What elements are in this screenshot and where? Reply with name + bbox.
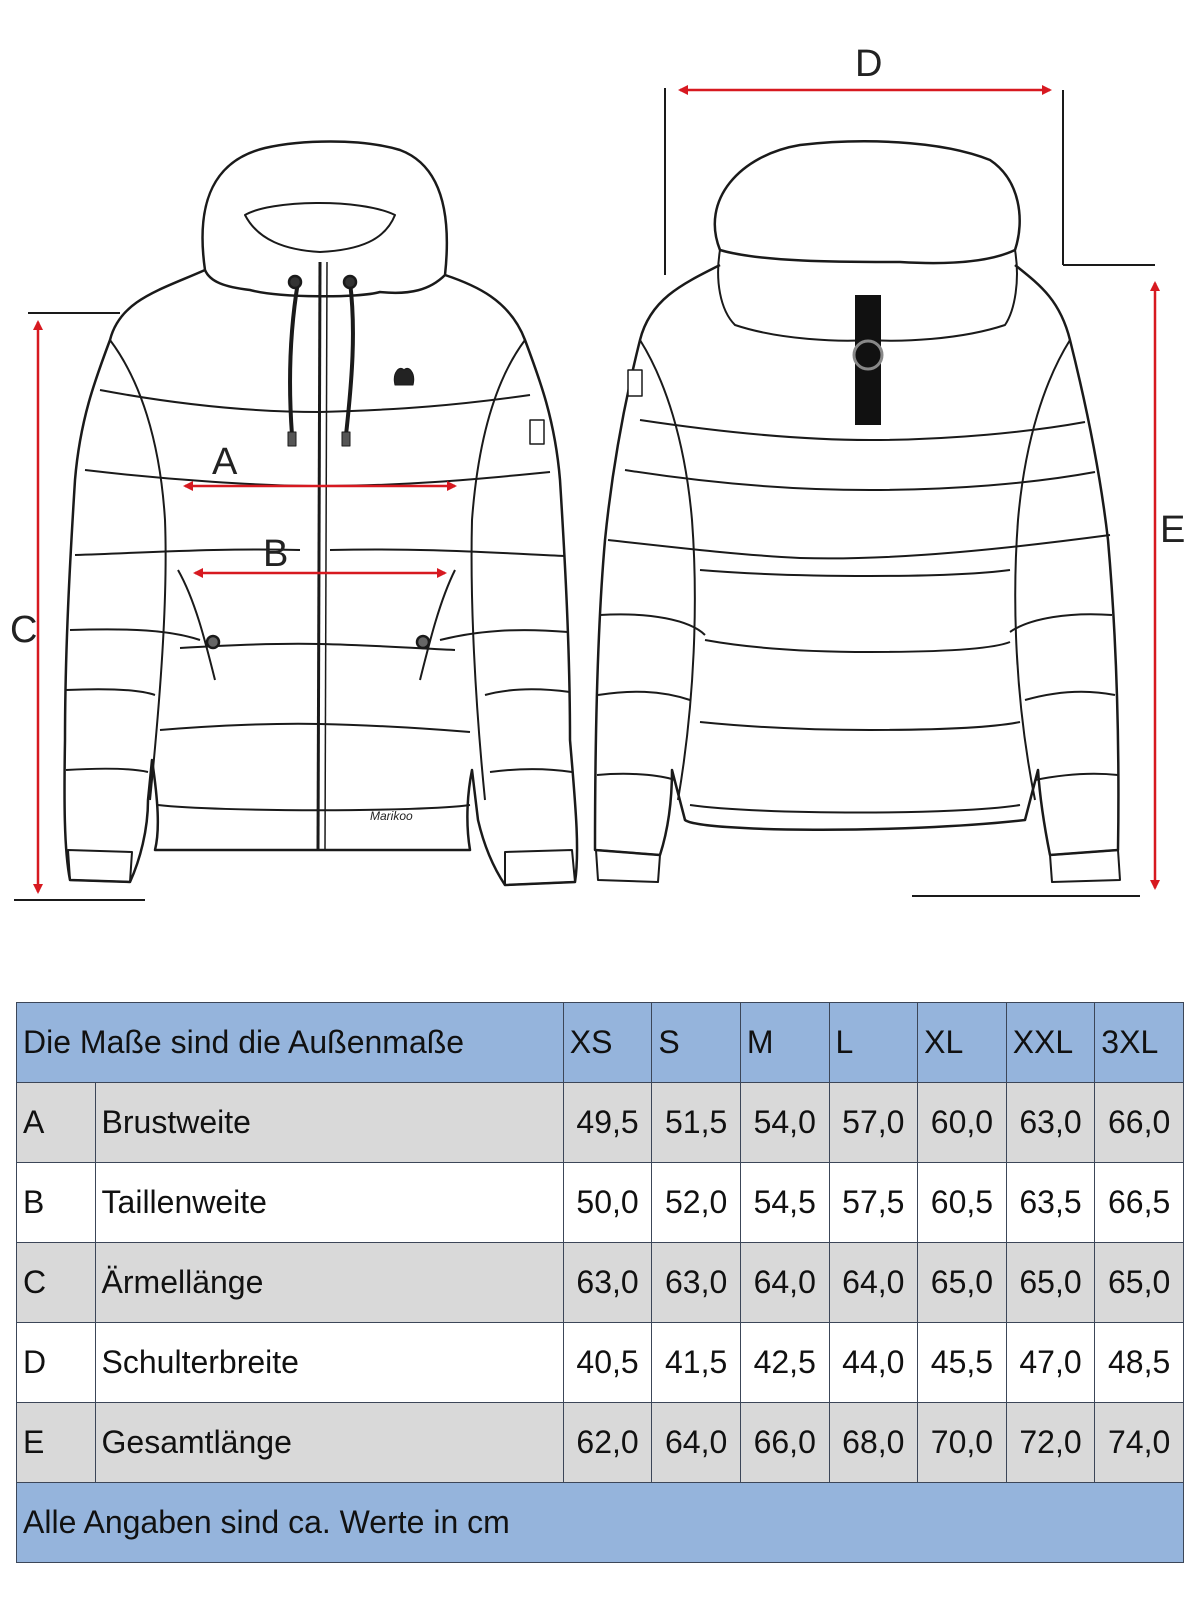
- table-cell: 47,0: [1006, 1323, 1095, 1403]
- table-cell: 42,5: [740, 1323, 829, 1403]
- table-cell: 51,5: [652, 1083, 741, 1163]
- brand-script: Marikoo: [370, 809, 413, 823]
- size-header: L: [829, 1003, 918, 1083]
- table-cell: 63,5: [1006, 1163, 1095, 1243]
- label-a: A: [212, 441, 238, 483]
- table-header-row: [17, 1003, 1184, 1083]
- measurement-labels: [10, 43, 1185, 651]
- label-c: C: [10, 609, 38, 651]
- table-cell: 64,0: [652, 1403, 741, 1483]
- table-cell: 60,5: [918, 1163, 1007, 1243]
- table-cell: 66,5: [1095, 1163, 1184, 1243]
- table-cell: 74,0: [1095, 1403, 1184, 1483]
- size-header: S: [652, 1003, 741, 1083]
- size-header: M: [740, 1003, 829, 1083]
- size-header: XL: [918, 1003, 1007, 1083]
- row-key: C: [17, 1243, 96, 1323]
- row-name: Gesamtlänge: [95, 1403, 563, 1483]
- table-cell: 72,0: [1006, 1403, 1095, 1483]
- table-cell: 54,5: [740, 1163, 829, 1243]
- table-cell: 57,5: [829, 1163, 918, 1243]
- row-key: A: [17, 1083, 96, 1163]
- table-cell: 63,0: [1006, 1083, 1095, 1163]
- table-cell: 64,0: [829, 1243, 918, 1323]
- measurement-lines: [14, 88, 1155, 900]
- row-name: Ärmellänge: [95, 1243, 563, 1323]
- table-cell: 49,5: [563, 1083, 652, 1163]
- table-row: [17, 1083, 1184, 1163]
- table-cell: 68,0: [829, 1403, 918, 1483]
- label-e: E: [1160, 509, 1186, 551]
- table-cell: 44,0: [829, 1323, 918, 1403]
- table-header-title: Die Maße sind die Außenmaße: [17, 1003, 564, 1083]
- size-header: XXL: [1006, 1003, 1095, 1083]
- size-header: XS: [563, 1003, 652, 1083]
- table-cell: 65,0: [1095, 1243, 1184, 1323]
- row-key: B: [17, 1163, 96, 1243]
- table-cell: 63,0: [652, 1243, 741, 1323]
- row-name: Brustweite: [95, 1083, 563, 1163]
- label-b: B: [263, 533, 289, 575]
- table-cell: 54,0: [740, 1083, 829, 1163]
- table-cell: 64,0: [740, 1243, 829, 1323]
- table-cell: 52,0: [652, 1163, 741, 1243]
- row-name: Taillenweite: [95, 1163, 563, 1243]
- table-row: [17, 1323, 1184, 1403]
- table-cell: 45,5: [918, 1323, 1007, 1403]
- table-cell: 66,0: [740, 1403, 829, 1483]
- jacket-front-view: [65, 142, 578, 886]
- label-d: D: [855, 43, 883, 85]
- row-key: E: [17, 1403, 96, 1483]
- size-header: 3XL: [1095, 1003, 1184, 1083]
- table-row: [17, 1403, 1184, 1483]
- row-name: Schulterbreite: [95, 1323, 563, 1403]
- table-cell: 62,0: [563, 1403, 652, 1483]
- table-cell: 57,0: [829, 1083, 918, 1163]
- table-cell: 66,0: [1095, 1083, 1184, 1163]
- table-cell: 63,0: [563, 1243, 652, 1323]
- table-row: [17, 1163, 1184, 1243]
- table-cell: 65,0: [918, 1243, 1007, 1323]
- table-cell: 60,0: [918, 1083, 1007, 1163]
- table-cell: 50,0: [563, 1163, 652, 1243]
- size-table: [16, 1002, 1184, 1563]
- table-footer-note: Alle Angaben sind ca. Werte in cm: [17, 1483, 1184, 1563]
- table-row: [17, 1243, 1184, 1323]
- table-cell: 41,5: [652, 1323, 741, 1403]
- table-cell: 65,0: [1006, 1243, 1095, 1323]
- row-key: D: [17, 1323, 96, 1403]
- table-cell: 40,5: [563, 1323, 652, 1403]
- jacket-back-view: [595, 141, 1120, 882]
- table-footer-row: [17, 1483, 1184, 1563]
- table-cell: 70,0: [918, 1403, 1007, 1483]
- table-cell: 48,5: [1095, 1323, 1184, 1403]
